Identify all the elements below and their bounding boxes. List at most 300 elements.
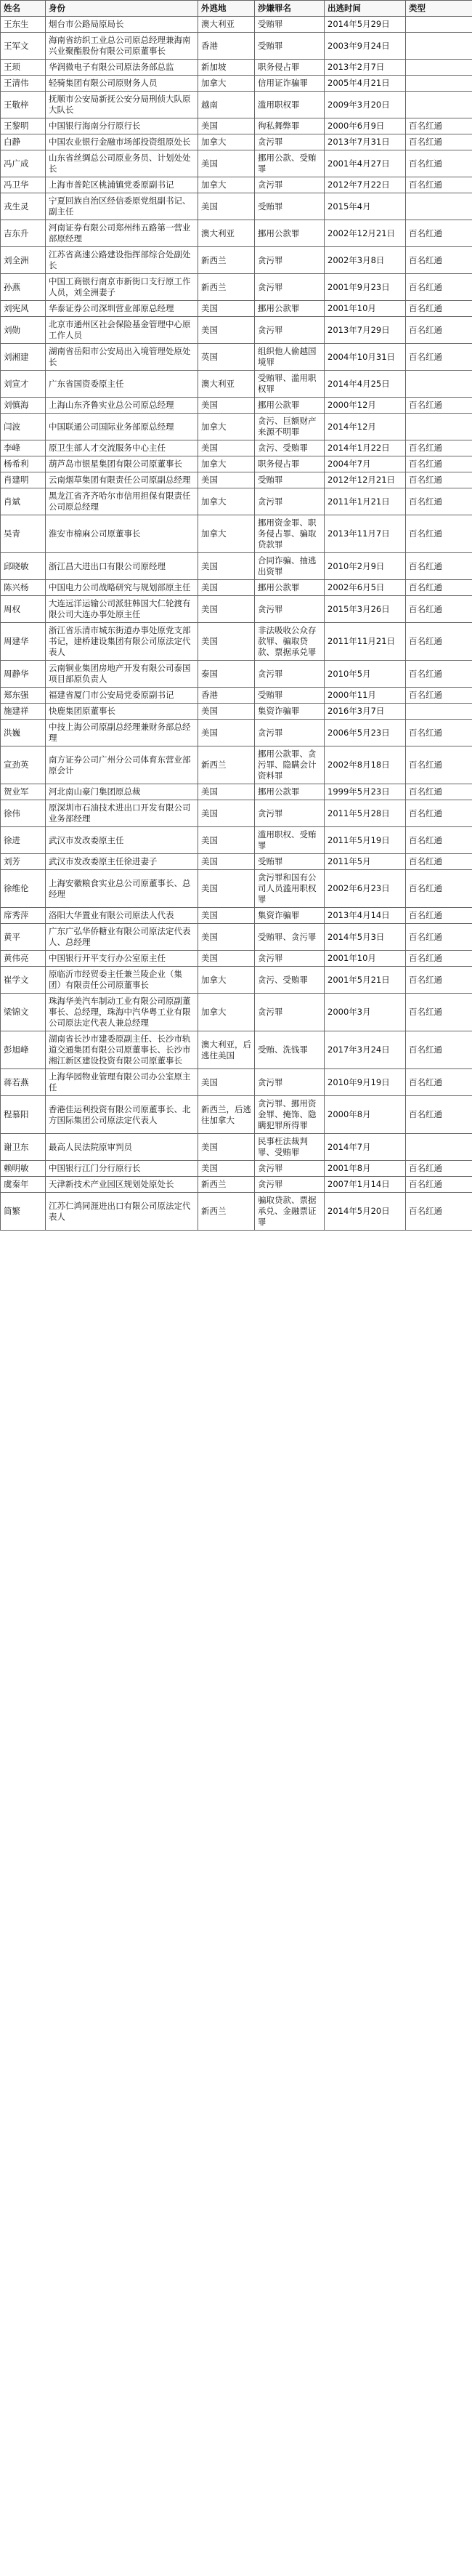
destination-cell: 新加坡 (198, 60, 255, 76)
destination-cell: 美国 (198, 553, 255, 580)
flight-date-cell: 2014年1月22日 (325, 440, 406, 456)
type-cell: 百名红通 (406, 1193, 472, 1231)
role-cell: 中国银行开平支行办公室原主任 (46, 951, 198, 967)
destination-cell: 澳大利亚 (198, 17, 255, 33)
name-cell: 刘宣才 (1, 371, 46, 398)
role-cell: 中国农业银行金融市场部投资组原处长 (46, 134, 198, 150)
flight-date-cell: 2014年5月20日 (325, 1193, 406, 1231)
name-cell: 刘宪风 (1, 301, 46, 317)
type-cell: 百名红通 (406, 870, 472, 908)
flight-date-cell: 2001年10月 (325, 951, 406, 967)
table-row (1, 33, 472, 60)
flight-date-cell: 2001年4月27日 (325, 150, 406, 177)
table-row (1, 177, 472, 193)
flight-date-cell: 2006年5月23日 (325, 720, 406, 746)
destination-cell: 美国 (198, 800, 255, 827)
type-cell: 百名红通 (406, 553, 472, 580)
flight-date-cell: 2015年4月 (325, 193, 406, 220)
role-cell: 江苏省高速公路建设指挥部综合处副处长 (46, 247, 198, 274)
table-row (1, 220, 472, 247)
charges-cell: 贪污罪 (255, 1177, 325, 1193)
role-cell: 最高人民法院原审判员 (46, 1134, 198, 1161)
flight-date-cell: 2002年3月8日 (325, 247, 406, 274)
flight-date-cell: 2000年11月 (325, 688, 406, 704)
destination-cell: 美国 (198, 301, 255, 317)
destination-cell: 英国 (198, 344, 255, 371)
header-charges: 涉嫌罪名 (255, 1, 325, 17)
destination-cell: 加拿大 (198, 967, 255, 994)
type-cell: 百名红通 (406, 800, 472, 827)
flight-date-cell: 2010年5月 (325, 661, 406, 688)
type-cell: 百名红通 (406, 220, 472, 247)
charges-cell: 贪污罪、挪用资金罪、掩饰、隐瞒犯罪所得罪 (255, 1096, 325, 1134)
type-cell (406, 414, 472, 440)
role-cell: 洛阳大华置业有限公司原法人代表 (46, 908, 198, 924)
destination-cell: 香港 (198, 33, 255, 60)
destination-cell: 加拿大 (198, 134, 255, 150)
name-cell: 郑东强 (1, 688, 46, 704)
charges-cell: 受贿罪 (255, 472, 325, 488)
destination-cell: 越南 (198, 92, 255, 118)
flight-date-cell: 2011年11月21日 (325, 623, 406, 661)
charges-cell: 贪污、受贿罪 (255, 440, 325, 456)
role-cell: 香港佳运利投资有限公司原董事长、北方国际集团公司原法定代表人 (46, 1096, 198, 1134)
flight-date-cell: 2011年1月21日 (325, 488, 406, 515)
charges-cell: 民事枉法裁判罪、受贿罪 (255, 1134, 325, 1161)
role-cell: 大连远洋运输公司派驻韩国大仁轮渡有限公司大连办事处原主任 (46, 596, 198, 623)
name-cell: 周静华 (1, 661, 46, 688)
type-cell: 百名红通 (406, 177, 472, 193)
destination-cell: 美国 (198, 472, 255, 488)
charges-cell: 贪污罪 (255, 274, 325, 301)
charges-cell: 组织他人偷越国境罪 (255, 344, 325, 371)
charges-cell: 受贿罪 (255, 854, 325, 870)
name-cell: 贺业军 (1, 784, 46, 800)
name-cell: 简繁 (1, 1193, 46, 1231)
name-cell: 刘全洲 (1, 247, 46, 274)
destination-cell: 美国 (198, 596, 255, 623)
flight-date-cell: 2005年4月21日 (325, 76, 406, 92)
destination-cell: 美国 (198, 784, 255, 800)
flight-date-cell: 2007年1月14日 (325, 1177, 406, 1193)
name-cell: 王军文 (1, 33, 46, 60)
type-cell: 百名红通 (406, 118, 472, 134)
type-cell: 百名红通 (406, 344, 472, 371)
type-cell: 百名红通 (406, 456, 472, 472)
table-row (1, 596, 472, 623)
destination-cell: 美国 (198, 193, 255, 220)
destination-cell: 美国 (198, 398, 255, 414)
table-row (1, 746, 472, 784)
charges-cell: 挪用公款罪 (255, 220, 325, 247)
flight-date-cell: 2000年6月9日 (325, 118, 406, 134)
type-cell: 百名红通 (406, 994, 472, 1031)
table-row (1, 76, 472, 92)
type-cell (406, 60, 472, 76)
table-row (1, 580, 472, 596)
charges-cell: 受贿罪、贪污罪 (255, 924, 325, 951)
flight-date-cell: 2004年10月31日 (325, 344, 406, 371)
flight-date-cell: 2013年7月31日 (325, 134, 406, 150)
flight-date-cell: 2015年3月26日 (325, 596, 406, 623)
charges-cell: 挪用公款、受贿罪 (255, 150, 325, 177)
role-cell: 云南铜业集团房地产开发有限公司泰国项目部原负责人 (46, 661, 198, 688)
destination-cell: 新西兰，后逃往加拿大 (198, 1096, 255, 1134)
destination-cell: 加拿大 (198, 994, 255, 1031)
name-cell: 孙燕 (1, 274, 46, 301)
destination-cell: 加拿大 (198, 177, 255, 193)
charges-cell: 贪污罪 (255, 1069, 325, 1096)
destination-cell: 澳大利亚，后逃往美国 (198, 1031, 255, 1069)
charges-cell: 贪污罪 (255, 247, 325, 274)
type-cell: 百名红通 (406, 951, 472, 967)
name-cell: 闫波 (1, 414, 46, 440)
role-cell: 浙江昌大进出口有限公司原经理 (46, 553, 198, 580)
table-row (1, 1177, 472, 1193)
type-cell: 百名红通 (406, 301, 472, 317)
table-row (1, 951, 472, 967)
destination-cell: 美国 (198, 704, 255, 720)
destination-cell: 香港 (198, 688, 255, 704)
destination-cell: 澳大利亚 (198, 371, 255, 398)
role-cell: 华润微电子有限公司原法务部总监 (46, 60, 198, 76)
type-cell: 百名红通 (406, 515, 472, 553)
destination-cell: 美国 (198, 1069, 255, 1096)
flight-date-cell: 2001年9月23日 (325, 274, 406, 301)
table-row (1, 688, 472, 704)
flight-date-cell: 2002年6月5日 (325, 580, 406, 596)
table-row (1, 553, 472, 580)
table-row (1, 440, 472, 456)
charges-cell: 合同诈骗、抽逃出资罪 (255, 553, 325, 580)
type-cell (406, 1134, 472, 1161)
type-cell: 百名红通 (406, 150, 472, 177)
role-cell: 南方证券公司广州分公司体育东营业部原会计 (46, 746, 198, 784)
type-cell (406, 92, 472, 118)
table-row (1, 924, 472, 951)
role-cell: 上海安徽粮食实业总公司原董事长、总经理 (46, 870, 198, 908)
destination-cell: 美国 (198, 118, 255, 134)
flight-date-cell: 2001年10月 (325, 301, 406, 317)
table-row (1, 515, 472, 553)
role-cell: 上海华园物业管理有限公司办公室原主任 (46, 1069, 198, 1096)
role-cell: 中技上海公司原副总经理兼财务部总经理 (46, 720, 198, 746)
header-type: 类型 (406, 1, 472, 17)
table-row (1, 1031, 472, 1069)
charges-cell: 挪用公款罪 (255, 301, 325, 317)
table-row (1, 134, 472, 150)
role-cell: 浙江省乐清市城东街道办事处原党支部书记，建桥建设集团有限公司原法定代表人 (46, 623, 198, 661)
role-cell: 上海市普陀区桃浦镇党委原副书记 (46, 177, 198, 193)
role-cell: 湖南省岳阳市公安局出入境管理处原处长 (46, 344, 198, 371)
name-cell: 谢卫东 (1, 1134, 46, 1161)
destination-cell: 美国 (198, 440, 255, 456)
role-cell: 江苏仁鸿同涯进出口有限公司原法定代表人 (46, 1193, 198, 1231)
role-cell: 中国联通公司国际业务部原总经理 (46, 414, 198, 440)
type-cell: 百名红通 (406, 247, 472, 274)
charges-cell: 滥用职权、受贿罪 (255, 827, 325, 854)
type-cell: 百名红通 (406, 967, 472, 994)
flight-date-cell: 2014年5月29日 (325, 17, 406, 33)
table-row (1, 870, 472, 908)
name-cell: 宣劲英 (1, 746, 46, 784)
flight-date-cell: 2011年5月19日 (325, 827, 406, 854)
name-cell: 王敬梓 (1, 92, 46, 118)
destination-cell: 美国 (198, 854, 255, 870)
destination-cell: 澳大利亚 (198, 220, 255, 247)
name-cell: 王东生 (1, 17, 46, 33)
name-cell: 洪巍 (1, 720, 46, 746)
table-row (1, 150, 472, 177)
charges-cell: 贪污罪 (255, 800, 325, 827)
table-row (1, 472, 472, 488)
role-cell: 河南证券有限公司郑州纬五路第一营业部原经理 (46, 220, 198, 247)
header-role: 身份 (46, 1, 198, 17)
name-cell: 蒋若燕 (1, 1069, 46, 1096)
name-cell: 王顼 (1, 60, 46, 76)
header-flight-date: 出逃时间 (325, 1, 406, 17)
table-row (1, 1193, 472, 1231)
role-cell: 天津新技术产业园区规划处原处长 (46, 1177, 198, 1193)
charges-cell: 受贿罪 (255, 17, 325, 33)
role-cell: 上海山东齐鲁实业总公司原总经理 (46, 398, 198, 414)
flight-date-cell: 2017年3月24日 (325, 1031, 406, 1069)
table-row (1, 967, 472, 994)
table-row (1, 371, 472, 398)
type-cell: 百名红通 (406, 908, 472, 924)
role-cell: 武汉市发改委原主任 (46, 827, 198, 854)
charges-cell: 贪污罪和国有公司人员滥用职权罪 (255, 870, 325, 908)
table-row (1, 414, 472, 440)
table-row (1, 60, 472, 76)
name-cell: 席秀萍 (1, 908, 46, 924)
name-cell: 施建祥 (1, 704, 46, 720)
name-cell: 徐伟 (1, 800, 46, 827)
charges-cell: 受贿罪 (255, 193, 325, 220)
destination-cell: 新西兰 (198, 274, 255, 301)
type-cell: 百名红通 (406, 623, 472, 661)
table-row (1, 854, 472, 870)
table-row (1, 720, 472, 746)
table-row (1, 623, 472, 661)
type-cell: 百名红通 (406, 1161, 472, 1177)
charges-cell: 贪污罪 (255, 1161, 325, 1177)
destination-cell: 加拿大 (198, 515, 255, 553)
role-cell: 湖南省长沙市建委原副主任、长沙市轨道交通集团有限公司原董事长、长沙市湘江新区建设投资有限公司原董事长 (46, 1031, 198, 1069)
charges-cell: 挪用公款罪 (255, 398, 325, 414)
fugitive-table (0, 0, 472, 1231)
name-cell: 肖建明 (1, 472, 46, 488)
type-cell: 百名红通 (406, 688, 472, 704)
destination-cell: 美国 (198, 317, 255, 344)
name-cell: 崔学文 (1, 967, 46, 994)
type-cell: 百名红通 (406, 398, 472, 414)
header-destination: 外逃地 (198, 1, 255, 17)
charges-cell: 贪污罪 (255, 596, 325, 623)
table-row (1, 118, 472, 134)
name-cell: 彭旭峰 (1, 1031, 46, 1069)
charges-cell: 贪污罪 (255, 994, 325, 1031)
role-cell: 山东省丝绸总公司原业务员、计划处处长 (46, 150, 198, 177)
charges-cell: 集资诈骗罪 (255, 704, 325, 720)
type-cell: 百名红通 (406, 746, 472, 784)
table-row (1, 704, 472, 720)
role-cell: 珠海华美汽车制动工业有限公司原副董事长、总经理，珠海中汽华粤工业有限公司原法定代表人兼总经理 (46, 994, 198, 1031)
charges-cell: 挪用资金罪、职务侵占罪、骗取贷款罪 (255, 515, 325, 553)
destination-cell: 美国 (198, 1161, 255, 1177)
destination-cell: 加拿大 (198, 488, 255, 515)
charges-cell: 挪用公款罪 (255, 580, 325, 596)
name-cell: 白静 (1, 134, 46, 150)
table-row (1, 1069, 472, 1096)
flight-date-cell: 2010年9月19日 (325, 1069, 406, 1096)
name-cell: 黄平 (1, 924, 46, 951)
role-cell: 云南烟草集团有限责任公司原副总经理 (46, 472, 198, 488)
charges-cell: 集资诈骗罪 (255, 908, 325, 924)
type-cell: 百名红通 (406, 317, 472, 344)
table-body (1, 17, 472, 1231)
role-cell: 原临沂市经贸委主任兼兰陵企业（集团）有限责任公司原董事长 (46, 967, 198, 994)
role-cell: 福建省厦门市公安局党委原副书记 (46, 688, 198, 704)
type-cell: 百名红通 (406, 827, 472, 854)
charges-cell: 贪污、巨额财产来源不明罪 (255, 414, 325, 440)
name-cell: 吴青 (1, 515, 46, 553)
type-cell (406, 76, 472, 92)
name-cell: 周权 (1, 596, 46, 623)
name-cell: 吉东升 (1, 220, 46, 247)
table-row (1, 994, 472, 1031)
destination-cell: 美国 (198, 951, 255, 967)
role-cell: 广东省国资委原主任 (46, 371, 198, 398)
charges-cell: 职务侵占罪 (255, 60, 325, 76)
name-cell: 杨希利 (1, 456, 46, 472)
flight-date-cell: 2002年12月21日 (325, 220, 406, 247)
table-row (1, 193, 472, 220)
flight-date-cell: 2016年3月7日 (325, 704, 406, 720)
destination-cell: 新西兰 (198, 746, 255, 784)
flight-date-cell: 2014年4月25日 (325, 371, 406, 398)
destination-cell: 新西兰 (198, 1177, 255, 1193)
name-cell: 梁锦文 (1, 994, 46, 1031)
role-cell: 河北南山豪门集团原总裁 (46, 784, 198, 800)
type-cell: 百名红通 (406, 1069, 472, 1096)
charges-cell: 挪用公款罪 (255, 784, 325, 800)
table-row (1, 317, 472, 344)
type-cell: 百名红通 (406, 924, 472, 951)
role-cell: 中国银行江门分行原行长 (46, 1161, 198, 1177)
name-cell: 刘慎海 (1, 398, 46, 414)
name-cell: 冯广成 (1, 150, 46, 177)
type-cell (406, 704, 472, 720)
destination-cell: 美国 (198, 580, 255, 596)
flight-date-cell: 2012年7月22日 (325, 177, 406, 193)
table-row (1, 247, 472, 274)
name-cell: 邱晓敏 (1, 553, 46, 580)
role-cell: 烟台市公路局原局长 (46, 17, 198, 33)
name-cell: 黄伟亮 (1, 951, 46, 967)
table-row (1, 1096, 472, 1134)
table-row (1, 92, 472, 118)
flight-date-cell: 1999年5月23日 (325, 784, 406, 800)
destination-cell: 美国 (198, 623, 255, 661)
flight-date-cell: 2014年7月 (325, 1134, 406, 1161)
table-row (1, 784, 472, 800)
charges-cell: 贪污罪 (255, 177, 325, 193)
charges-cell: 贪污罪 (255, 951, 325, 967)
type-cell: 百名红通 (406, 440, 472, 456)
table-row (1, 1134, 472, 1161)
name-cell: 王清伟 (1, 76, 46, 92)
destination-cell: 美国 (198, 924, 255, 951)
destination-cell: 美国 (198, 1134, 255, 1161)
flight-date-cell: 2004年7月 (325, 456, 406, 472)
role-cell: 快鹿集团原董事长 (46, 704, 198, 720)
name-cell: 王黎明 (1, 118, 46, 134)
table-row (1, 908, 472, 924)
destination-cell: 新西兰 (198, 247, 255, 274)
flight-date-cell: 2013年11月7日 (325, 515, 406, 553)
charges-cell: 受贿罪 (255, 688, 325, 704)
table-row (1, 398, 472, 414)
destination-cell: 美国 (198, 150, 255, 177)
type-cell: 百名红通 (406, 488, 472, 515)
type-cell: 百名红通 (406, 472, 472, 488)
charges-cell: 骗取贷款、票据承兑、金融票证罪 (255, 1193, 325, 1231)
charges-cell: 挪用公款罪、贪污罪、隐瞒会计资料罪 (255, 746, 325, 784)
name-cell: 虞秦年 (1, 1177, 46, 1193)
flight-date-cell: 2002年8月18日 (325, 746, 406, 784)
type-cell: 百名红通 (406, 661, 472, 688)
type-cell (406, 193, 472, 220)
table-row (1, 344, 472, 371)
header-row (1, 1, 472, 17)
flight-date-cell: 2003年9月24日 (325, 33, 406, 60)
destination-cell: 泰国 (198, 661, 255, 688)
role-cell: 轻骑集团有限公司原财务人员 (46, 76, 198, 92)
flight-date-cell: 2009年3月20日 (325, 92, 406, 118)
role-cell: 中国银行海南分行原行长 (46, 118, 198, 134)
flight-date-cell: 2013年7月29日 (325, 317, 406, 344)
role-cell: 海南省纺织工业总公司原总经理兼海南兴业聚酯股份有限公司原董事长 (46, 33, 198, 60)
flight-date-cell: 2010年2月9日 (325, 553, 406, 580)
charges-cell: 贪污罪 (255, 317, 325, 344)
charges-cell: 信用证诈骗罪 (255, 76, 325, 92)
flight-date-cell: 2001年5月21日 (325, 967, 406, 994)
name-cell: 周建华 (1, 623, 46, 661)
charges-cell: 贪污罪 (255, 720, 325, 746)
name-cell: 李峰 (1, 440, 46, 456)
type-cell (406, 33, 472, 60)
name-cell: 刘芳 (1, 854, 46, 870)
flight-date-cell: 2000年3月 (325, 994, 406, 1031)
role-cell: 华泰证券公司深圳营业部原总经理 (46, 301, 198, 317)
type-cell: 百名红通 (406, 1096, 472, 1134)
flight-date-cell: 2012年12月21日 (325, 472, 406, 488)
table-row (1, 661, 472, 688)
name-cell: 陈兴杨 (1, 580, 46, 596)
name-cell: 肖斌 (1, 488, 46, 515)
charges-cell: 贪污罪 (255, 134, 325, 150)
destination-cell: 加拿大 (198, 76, 255, 92)
charges-cell: 贪污、受贿罪 (255, 967, 325, 994)
role-cell: 原卫生部人才交流服务中心主任 (46, 440, 198, 456)
flight-date-cell: 2013年2月7日 (325, 60, 406, 76)
destination-cell: 新西兰 (198, 1193, 255, 1231)
charges-cell: 滥用职权罪 (255, 92, 325, 118)
type-cell: 百名红通 (406, 784, 472, 800)
role-cell: 黑龙江省齐齐哈尔市信用担保有限责任公司原总经理 (46, 488, 198, 515)
name-cell: 刘湘建 (1, 344, 46, 371)
